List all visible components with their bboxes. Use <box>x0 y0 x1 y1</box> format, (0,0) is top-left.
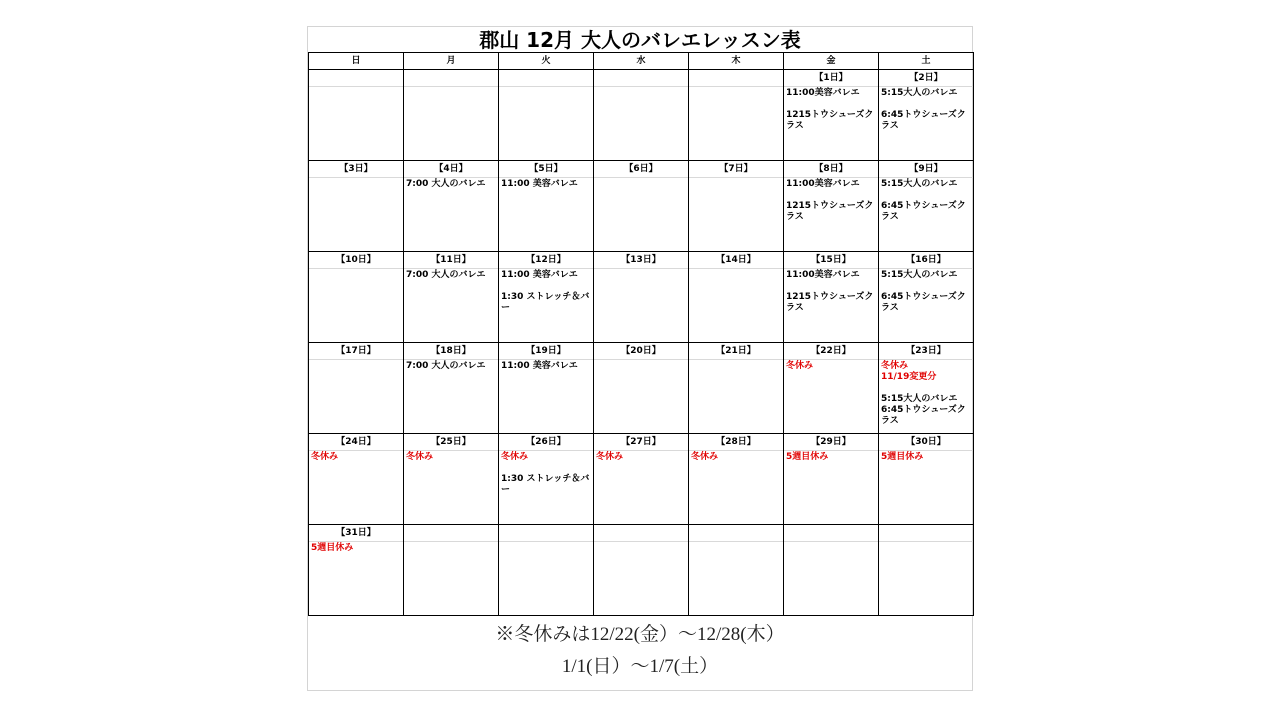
day-number <box>594 70 688 87</box>
day-events <box>309 542 403 615</box>
holiday-label: 5週目休み <box>311 543 354 553</box>
lesson-entry: 11:00 美容バレエ <box>501 361 578 371</box>
week-row <box>309 161 974 252</box>
day-events <box>499 178 593 251</box>
weekday-fri: 金 <box>784 53 879 70</box>
day-number: 【2日】 <box>879 70 973 87</box>
day-events <box>879 451 973 524</box>
day-events <box>499 542 593 615</box>
weekday-wed: 水 <box>594 53 689 70</box>
holiday-label: 冬休み <box>691 452 719 462</box>
calendar-table <box>308 52 974 616</box>
day-events <box>784 542 878 615</box>
day-number: 【6日】 <box>594 161 688 178</box>
day-number: 【28日】 <box>689 434 783 451</box>
day-cell <box>689 434 784 525</box>
schedule-sheet <box>307 26 973 691</box>
event-spacer <box>881 99 971 110</box>
holiday-label: 冬休み <box>406 452 434 462</box>
day-events <box>784 360 878 433</box>
lesson-entry: 7:00 大人のバレエ <box>406 270 486 280</box>
day-number: 【5日】 <box>499 161 593 178</box>
day-events <box>594 178 688 251</box>
day-cell <box>594 252 689 343</box>
day-cell <box>404 525 499 616</box>
event-spacer <box>786 99 876 110</box>
day-cell <box>689 252 784 343</box>
day-number: 【8日】 <box>784 161 878 178</box>
holiday-label: 5週目休み <box>786 452 829 462</box>
lesson-entry: 5:15大人のバレエ <box>881 88 958 98</box>
day-events <box>499 269 593 342</box>
day-cell <box>404 343 499 434</box>
day-number: 【31日】 <box>309 525 403 542</box>
day-number: 【16日】 <box>879 252 973 269</box>
day-events <box>499 360 593 433</box>
holiday-label: 冬休み <box>501 452 529 462</box>
holiday-note <box>308 619 972 683</box>
day-number: 【30日】 <box>879 434 973 451</box>
week-row <box>309 343 974 434</box>
day-events <box>499 87 593 160</box>
day-cell <box>499 161 594 252</box>
day-cell <box>594 434 689 525</box>
day-number <box>784 525 878 542</box>
day-number: 【18日】 <box>404 343 498 360</box>
day-number: 【13日】 <box>594 252 688 269</box>
day-number: 【15日】 <box>784 252 878 269</box>
day-number <box>879 525 973 542</box>
day-number: 【12日】 <box>499 252 593 269</box>
day-events <box>309 87 403 160</box>
lesson-entry: 5:15大人のバレエ <box>881 394 958 404</box>
holiday-label: 11/19変更分 <box>881 372 937 382</box>
week-row <box>309 525 974 616</box>
day-events <box>784 87 878 160</box>
day-cell <box>309 161 404 252</box>
lesson-entry: 11:00 美容バレエ <box>501 270 578 280</box>
lesson-entry: 6:45トウシューズクラス <box>881 292 966 313</box>
day-events <box>404 178 498 251</box>
event-spacer <box>786 190 876 201</box>
lesson-entry: 6:45トウシューズクラス <box>881 405 966 426</box>
day-cell <box>404 252 499 343</box>
day-cell <box>784 434 879 525</box>
day-number: 【7日】 <box>689 161 783 178</box>
lesson-entry: 11:00美容バレエ <box>786 88 860 98</box>
holiday-note-line-1: ※冬休みは12/22(金）～12/28(木） <box>495 624 785 645</box>
day-events <box>784 451 878 524</box>
day-cell <box>309 70 404 161</box>
event-spacer <box>881 383 971 394</box>
day-number: 【14日】 <box>689 252 783 269</box>
day-events <box>879 178 973 251</box>
lesson-entry: 1:30 ストレッチ＆バー <box>501 474 590 495</box>
holiday-label: 冬休み <box>596 452 624 462</box>
day-events <box>689 178 783 251</box>
day-number <box>499 70 593 87</box>
lesson-entry: 11:00 美容バレエ <box>501 179 578 189</box>
calendar-body <box>309 70 974 616</box>
event-spacer <box>786 281 876 292</box>
day-events <box>309 451 403 524</box>
day-cell <box>499 70 594 161</box>
day-cell <box>689 343 784 434</box>
day-number: 【29日】 <box>784 434 878 451</box>
day-cell <box>689 161 784 252</box>
day-number: 【11日】 <box>404 252 498 269</box>
day-cell <box>689 70 784 161</box>
day-number: 【27日】 <box>594 434 688 451</box>
lesson-entry: 7:00 大人のバレエ <box>406 179 486 189</box>
day-events <box>879 269 973 342</box>
day-number: 【17日】 <box>309 343 403 360</box>
day-events <box>309 178 403 251</box>
day-number: 【19日】 <box>499 343 593 360</box>
day-events <box>689 87 783 160</box>
day-number: 【9日】 <box>879 161 973 178</box>
day-events <box>404 87 498 160</box>
day-events <box>594 360 688 433</box>
weekday-thu: 木 <box>689 53 784 70</box>
day-events <box>784 178 878 251</box>
day-cell <box>594 343 689 434</box>
day-number <box>689 70 783 87</box>
day-number: 【10日】 <box>309 252 403 269</box>
lesson-entry: 1215トウシューズクラス <box>786 110 874 131</box>
day-events <box>404 360 498 433</box>
weekday-sat: 土 <box>879 53 974 70</box>
lesson-entry: 11:00美容バレエ <box>786 179 860 189</box>
day-cell <box>879 252 974 343</box>
day-cell <box>309 343 404 434</box>
week-row <box>309 252 974 343</box>
day-cell <box>404 161 499 252</box>
day-number: 【23日】 <box>879 343 973 360</box>
day-cell <box>784 252 879 343</box>
day-events <box>879 542 973 615</box>
day-cell <box>499 343 594 434</box>
lesson-entry: 5:15大人のバレエ <box>881 179 958 189</box>
day-number: 【25日】 <box>404 434 498 451</box>
day-events <box>594 542 688 615</box>
day-number: 【4日】 <box>404 161 498 178</box>
weekday-tue: 火 <box>499 53 594 70</box>
day-cell <box>499 525 594 616</box>
event-spacer <box>501 463 591 474</box>
lesson-entry: 6:45トウシューズクラス <box>881 201 966 222</box>
day-events <box>784 269 878 342</box>
day-events <box>309 360 403 433</box>
day-number: 【3日】 <box>309 161 403 178</box>
day-number: 【1日】 <box>784 70 878 87</box>
weekday-mon: 月 <box>404 53 499 70</box>
day-events <box>689 542 783 615</box>
day-cell <box>309 434 404 525</box>
day-events <box>404 451 498 524</box>
day-events <box>594 87 688 160</box>
day-number <box>689 525 783 542</box>
day-cell <box>879 343 974 434</box>
day-cell <box>784 70 879 161</box>
holiday-label: 冬休み <box>311 452 339 462</box>
day-number: 【22日】 <box>784 343 878 360</box>
day-cell <box>879 434 974 525</box>
day-number: 【21日】 <box>689 343 783 360</box>
day-number <box>594 525 688 542</box>
holiday-note-line-2: 1/1(日）～1/7(土） <box>561 656 719 677</box>
day-events <box>594 269 688 342</box>
lesson-entry: 6:45トウシューズクラス <box>881 110 966 131</box>
holiday-label: 5週目休み <box>881 452 924 462</box>
day-number: 【20日】 <box>594 343 688 360</box>
event-spacer <box>881 190 971 201</box>
day-cell <box>689 525 784 616</box>
weekday-sun: 日 <box>309 53 404 70</box>
day-cell <box>309 252 404 343</box>
day-cell <box>879 70 974 161</box>
day-events <box>309 269 403 342</box>
lesson-entry: 1:30 ストレッチ＆バー <box>501 292 590 313</box>
day-number: 【26日】 <box>499 434 593 451</box>
event-spacer <box>501 281 591 292</box>
lesson-entry: 1215トウシューズクラス <box>786 201 874 222</box>
day-cell <box>784 343 879 434</box>
day-events <box>689 269 783 342</box>
day-cell <box>499 252 594 343</box>
day-number <box>404 525 498 542</box>
day-cell <box>784 525 879 616</box>
lesson-entry: 1215トウシューズクラス <box>786 292 874 313</box>
day-cell <box>404 434 499 525</box>
event-spacer <box>881 281 971 292</box>
day-events <box>404 269 498 342</box>
day-events <box>594 451 688 524</box>
lesson-entry: 5:15大人のバレエ <box>881 270 958 280</box>
day-cell <box>404 70 499 161</box>
lesson-entry: 7:00 大人のバレエ <box>406 361 486 371</box>
weekday-header-row <box>309 53 974 70</box>
page-title: 郡山 12月 大人のバレエレッスン表 <box>479 28 801 52</box>
day-events <box>404 542 498 615</box>
day-cell <box>594 70 689 161</box>
day-number <box>309 70 403 87</box>
day-number <box>404 70 498 87</box>
week-row <box>309 434 974 525</box>
holiday-label: 冬休み <box>881 361 909 371</box>
day-events <box>689 451 783 524</box>
day-cell <box>499 434 594 525</box>
holiday-label: 冬休み <box>786 361 814 371</box>
day-cell <box>309 525 404 616</box>
day-events <box>879 87 973 160</box>
day-cell <box>594 161 689 252</box>
day-cell <box>879 161 974 252</box>
week-row <box>309 70 974 161</box>
day-events <box>879 360 973 433</box>
day-cell <box>594 525 689 616</box>
day-cell <box>784 161 879 252</box>
day-number: 【24日】 <box>309 434 403 451</box>
day-cell <box>879 525 974 616</box>
lesson-entry: 11:00美容バレエ <box>786 270 860 280</box>
day-number <box>499 525 593 542</box>
day-events <box>499 451 593 524</box>
day-events <box>689 360 783 433</box>
